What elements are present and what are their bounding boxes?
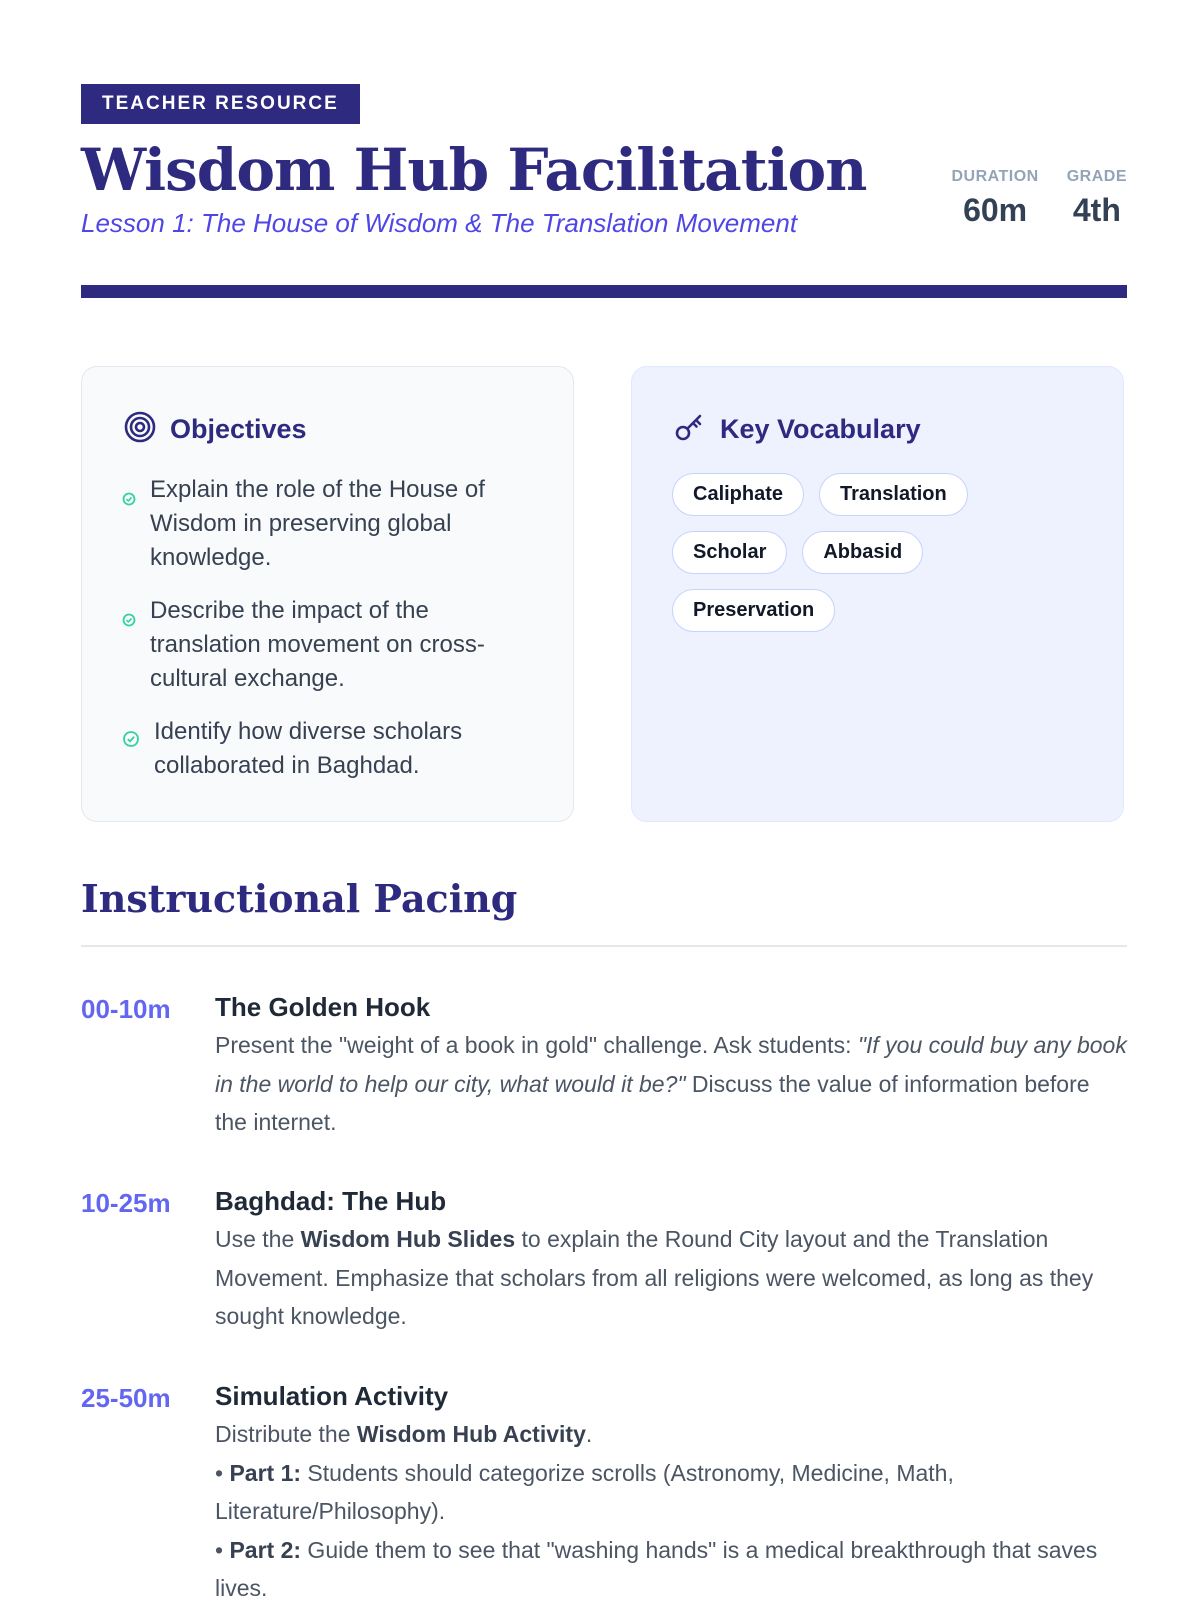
- list-item: [122, 473, 543, 575]
- duration-meta: [951, 168, 1038, 229]
- objective-text: Identify how diverse scholars collaborated in Baghdad.: [154, 718, 463, 779]
- pacing-heading: Baghdad: The Hub: [215, 1186, 447, 1216]
- objectives-list: [122, 473, 543, 802]
- grade-meta: [1067, 168, 1127, 229]
- list-item: [122, 594, 543, 696]
- check-circle-icon: [122, 482, 136, 575]
- teacher-resource-badge: TEACHER RESOURCE: [81, 84, 360, 124]
- vocab-chip: Preservation: [672, 589, 835, 632]
- vocabulary-header: [674, 411, 921, 448]
- vocabulary-card: [631, 366, 1124, 822]
- pacing-time: 00-10m: [81, 994, 171, 1024]
- pacing-text: Present the "weight of a book in gold" challenge. Ask students: "If you could buy any book in the world to help our city, what would it be?" Discuss the value of information before the internet.: [215, 1032, 1127, 1135]
- check-circle-icon: [122, 724, 140, 783]
- objective-text: Describe the impact of the translation movement on cross-cultural exchange.: [150, 597, 485, 692]
- pacing-section-title: Instructional Pacing: [81, 876, 518, 921]
- pacing-body: [215, 1377, 1127, 1608]
- grade-label: GRADE: [1066, 168, 1127, 185]
- key-icon: [674, 411, 706, 448]
- header-divider: [81, 285, 1127, 298]
- pacing-text: Distribute the Wisdom Hub Activity. • Part 1: Students should categorize scrolls (Astronomy, Medicine, Math, Literature/Philosophy). • Part 2: Guide them to see that "washing hands" is a medical breakthrough that saves lives.: [215, 1421, 1098, 1601]
- page-title: Wisdom Hub Facilitation: [81, 136, 867, 204]
- pacing-body: [215, 1182, 1127, 1336]
- check-circle-icon: [122, 603, 136, 696]
- pacing-heading: Simulation Activity: [215, 1381, 449, 1411]
- vocab-chip: Caliphate: [672, 473, 804, 516]
- pacing-text: Use the Wisdom Hub Slides to explain the Round City layout and the Translation Movement. Emphasize that scholars from all religions were welcomed, as long as they sought knowledge.: [215, 1226, 1094, 1329]
- pacing-time: 25-50m: [81, 1383, 171, 1413]
- target-icon: [124, 411, 156, 448]
- vocab-chip: Abbasid: [802, 531, 923, 574]
- vocabulary-chips: [672, 473, 1063, 632]
- list-item: [122, 715, 543, 783]
- pacing-body: [215, 988, 1127, 1142]
- objectives-card: [81, 366, 574, 822]
- pacing-time: 10-25m: [81, 1188, 171, 1218]
- duration-value: 60m: [963, 192, 1028, 228]
- objective-text: Explain the role of the House of Wisdom in preserving global knowledge.: [150, 476, 485, 571]
- lesson-subtitle: Lesson 1: The House of Wisdom & The Translation Movement: [81, 208, 798, 238]
- lesson-meta: [951, 168, 1127, 229]
- vocab-chip: Scholar: [672, 531, 787, 574]
- pacing-heading: The Golden Hook: [215, 992, 431, 1022]
- grade-value: 4th: [1072, 192, 1121, 228]
- duration-label: DURATION: [951, 168, 1039, 185]
- objectives-title: Objectives: [170, 414, 307, 444]
- vocabulary-title: Key Vocabulary: [720, 414, 921, 444]
- pacing-divider: [81, 945, 1127, 947]
- vocab-chip: Translation: [819, 473, 968, 516]
- objectives-header: [124, 411, 307, 448]
